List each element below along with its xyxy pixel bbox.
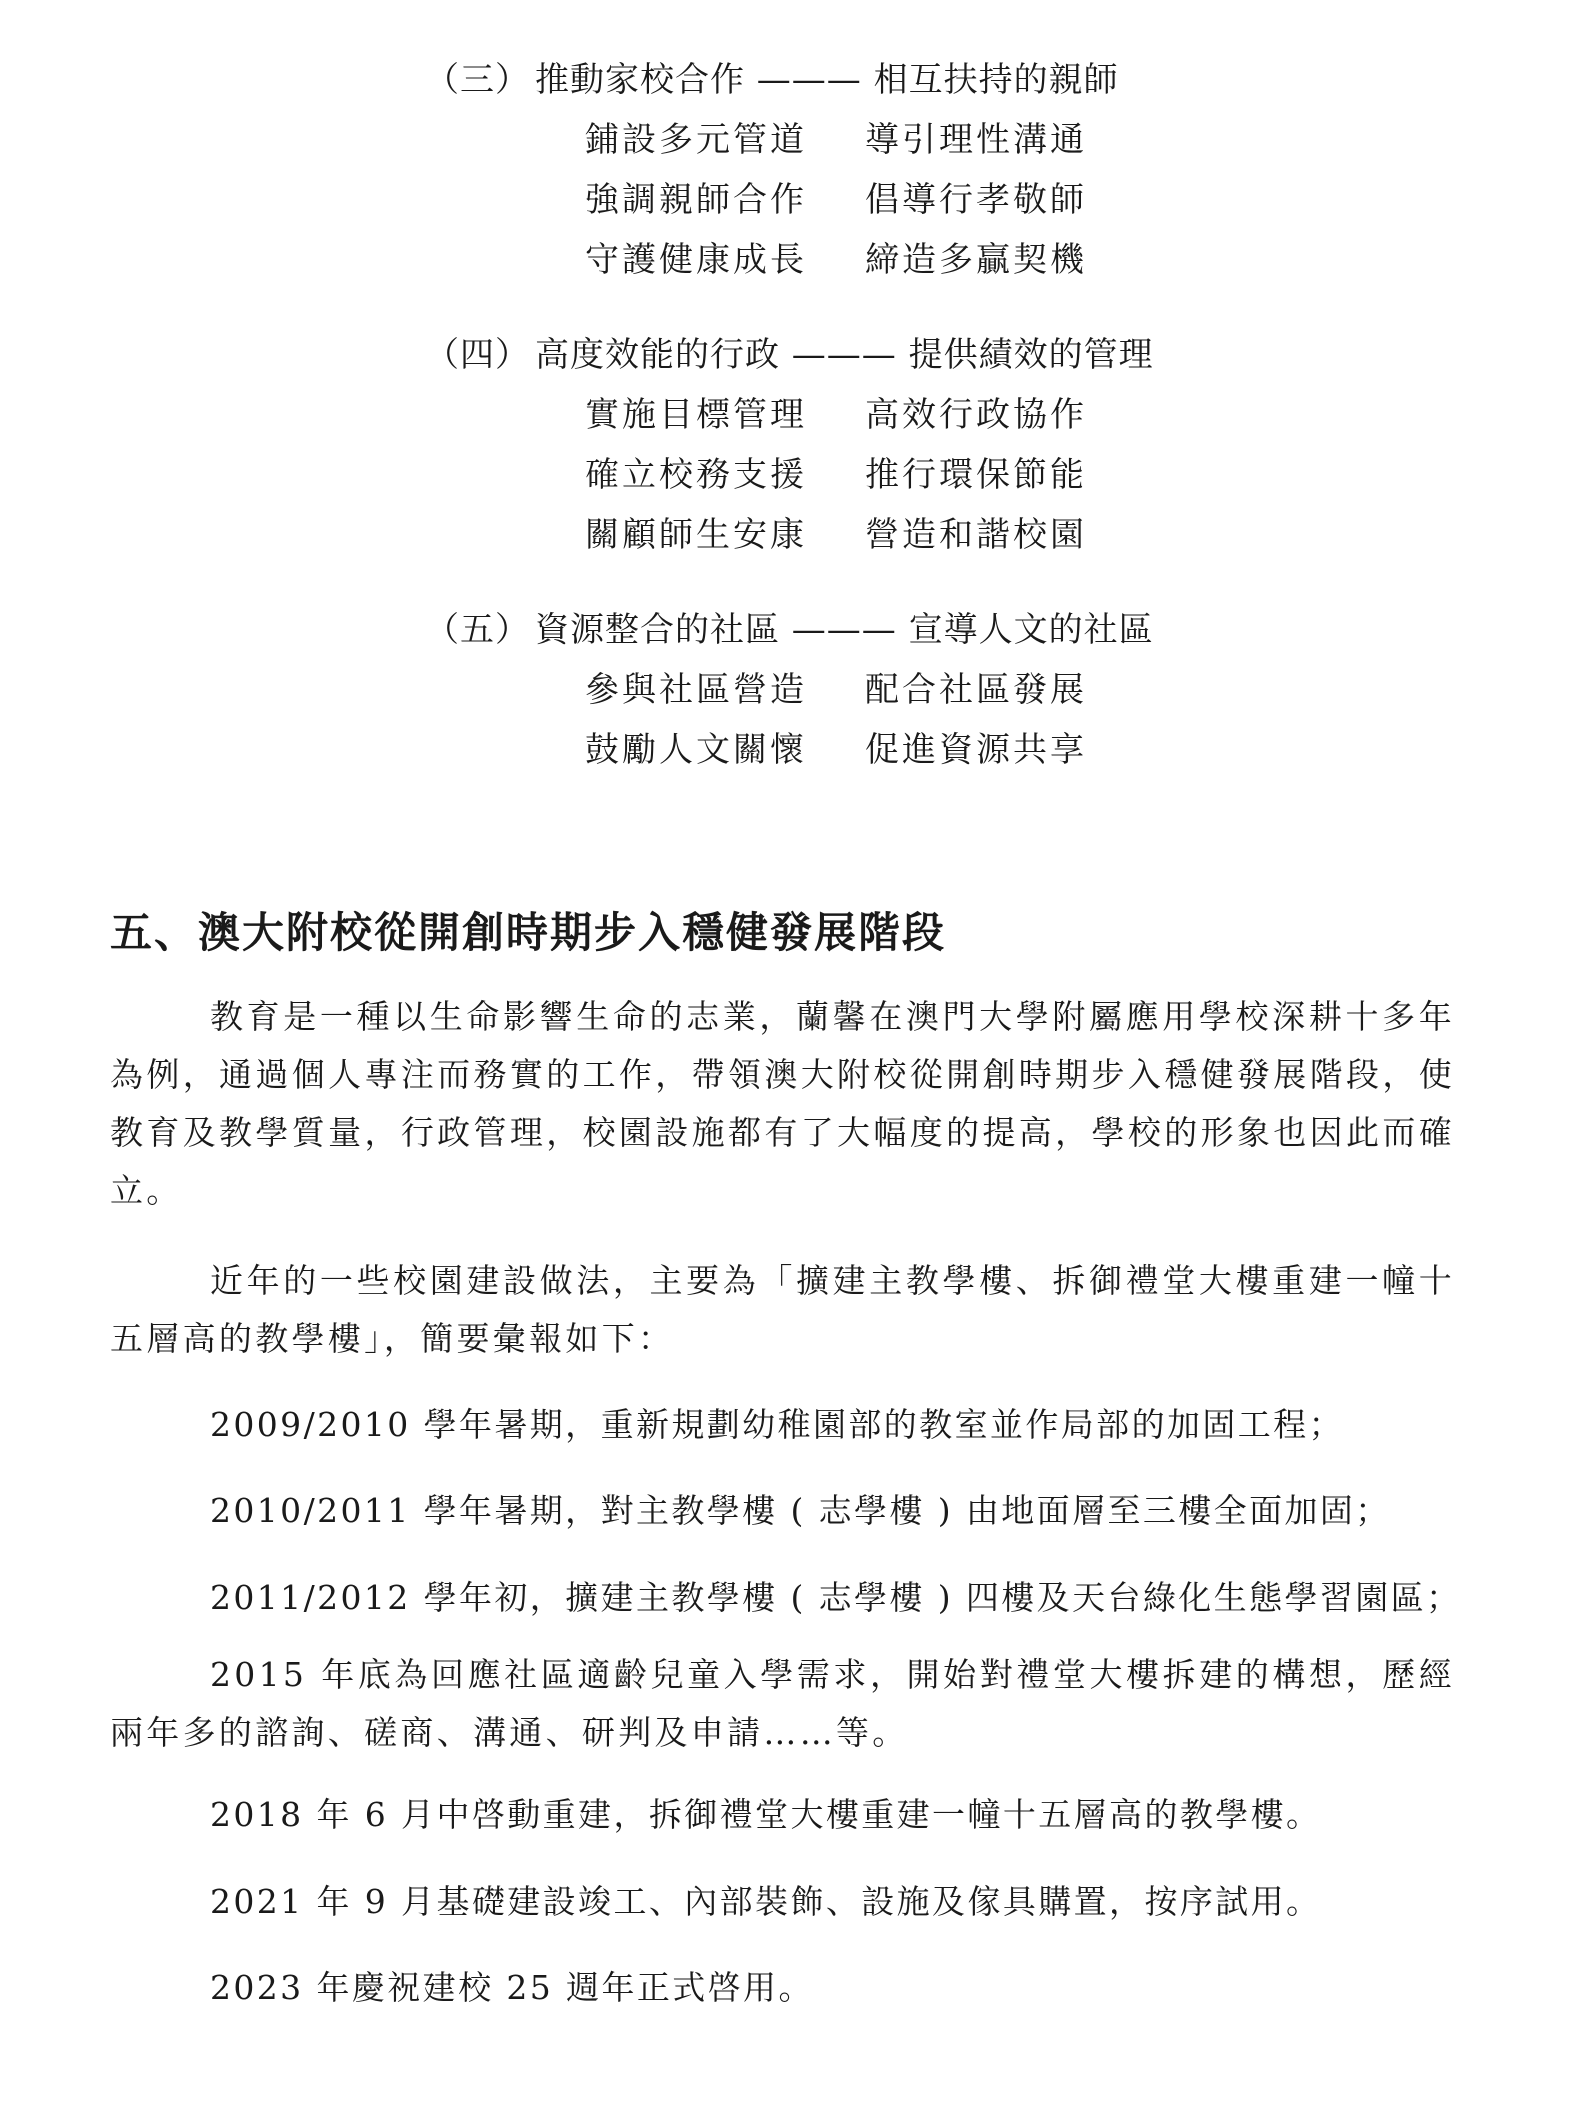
body-paragraph: 2015 年底為回應社區適齡兒童入學需求，開始對禮堂大樓拆建的構想，歷經兩年多的諮詢、磋商、溝通、研判及申請……等。 — [110, 1655, 1455, 1752]
outline-item-right: 營造和諧校園 — [865, 515, 1087, 555]
timeline-entry: 2021 年 9 月基礎建設竣工、內部裝飾、設施及傢具購置，按序試用。 — [210, 1882, 1322, 1921]
outline-item-left: 參與社區營造 — [585, 670, 807, 710]
section-heading: 五、澳大附校從開創時期步入穩健發展階段 — [110, 908, 947, 957]
outline-group-heading — [425, 332, 1325, 378]
outline-item-left: 強調親師合作 — [585, 180, 807, 220]
outline-item — [585, 727, 1325, 773]
outline-item-left: 實施目標管理 — [585, 395, 807, 435]
outline-group-number: （三） — [425, 60, 530, 100]
outline-item — [585, 117, 1325, 163]
outline-item — [585, 667, 1325, 713]
outline-item — [585, 177, 1325, 223]
outline-group-items — [585, 117, 1325, 283]
outline-item — [585, 512, 1325, 558]
outline-item — [585, 392, 1325, 438]
outline-item-left: 守護健康成長 — [585, 240, 807, 280]
outline-item-right: 促進資源共享 — [865, 730, 1087, 770]
outline-group-number: （五） — [425, 610, 530, 650]
outline-group-title: 資源整合的社區 ——— 宣導人文的社區 — [535, 610, 1154, 650]
body-paragraph: 近年的一些校園建設做法，主要為「擴建主教學樓、拆御禮堂大樓重建一幢十五層高的教學樓」，簡要彙報如下： — [110, 1261, 1455, 1358]
outline-item-left: 鋪設多元管道 — [585, 120, 807, 160]
timeline-entry: 2009/2010 學年暑期，重新規劃幼稚園部的教室並作局部的加固工程； — [210, 1405, 1344, 1444]
outline-group-3 — [425, 57, 1325, 297]
outline-item-left: 鼓勵人文關懷 — [585, 730, 807, 770]
outline-item-right: 配合社區發展 — [865, 670, 1087, 710]
outline-item-right: 導引理性溝通 — [865, 120, 1087, 160]
outline-group-heading — [425, 607, 1325, 653]
outline-item-right: 高效行政協作 — [865, 395, 1087, 435]
outline-item-left: 確立校務支援 — [585, 455, 807, 495]
outline-item-right: 倡導行孝敬師 — [865, 180, 1087, 220]
body-paragraph: 教育是一種以生命影響生命的志業，蘭馨在澳門大學附屬應用學校深耕十多年為例，通過個人專注而務實的工作，帶領澳大附校從開創時期步入穩健發展階段，使教育及教學質量，行政管理，校園設施都有了大幅度的提高，學校的形象也因此而確立。 — [110, 997, 1455, 1210]
timeline-entry: 2010/2011 學年暑期，對主教學樓 ( 志學樓 ) 由地面層至三樓全面加固； — [210, 1491, 1391, 1530]
outline-group-4 — [425, 332, 1325, 572]
timeline-entry: 2023 年慶祝建校 25 週年正式啓用。 — [210, 1968, 814, 2007]
timeline-entry: 2018 年 6 月中啓動重建，拆御禮堂大樓重建一幢十五層高的教學樓。 — [210, 1795, 1322, 1834]
timeline-entry: 2011/2012 學年初，擴建主教學樓 ( 志學樓 ) 四樓及天台綠化生態學習園區； — [210, 1578, 1462, 1617]
outline-group-title: 推動家校合作 ——— 相互扶持的親師 — [535, 60, 1119, 100]
outline-group-title: 高度效能的行政 ——— 提供績效的管理 — [535, 335, 1154, 375]
outline-group-items — [585, 667, 1325, 773]
outline-item — [585, 237, 1325, 283]
outline-item-left: 關顧師生安康 — [585, 515, 807, 555]
outline-group-5 — [425, 607, 1325, 787]
outline-item-right: 推行環保節能 — [865, 455, 1087, 495]
outline-item — [585, 452, 1325, 498]
outline-group-number: （四） — [425, 335, 530, 375]
outline-item-right: 締造多贏契機 — [865, 240, 1087, 280]
outline-group-heading — [425, 57, 1325, 103]
outline-group-items — [585, 392, 1325, 558]
